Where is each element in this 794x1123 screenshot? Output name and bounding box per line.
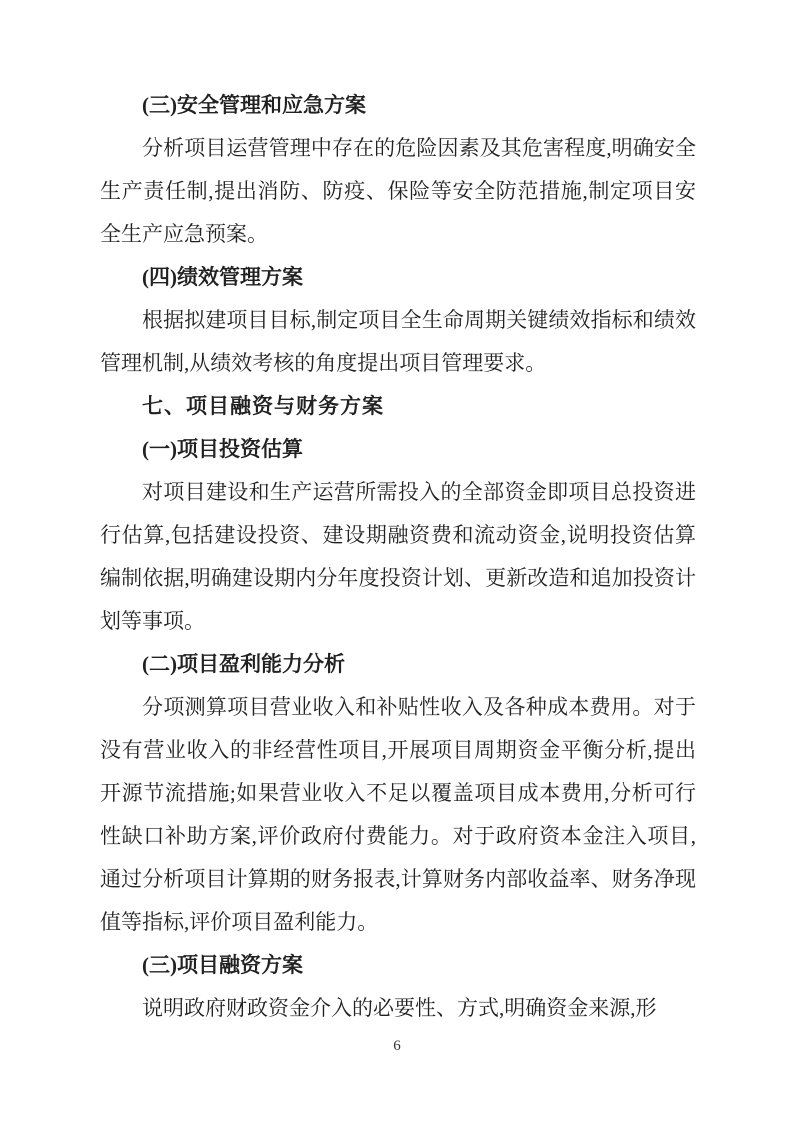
page-footer: [0, 1034, 794, 1058]
paragraph-project-financing-plan: 说明政府财政资金介入的必要性、方式,明确资金来源,形: [142, 996, 657, 1020]
section-heading-financing-and-financial-plan: 七、项目融资与财务方案: [142, 395, 384, 418]
page-number: 6: [393, 1038, 401, 1054]
subsection-heading-profitability-analysis: (二)项目盈利能力分析: [142, 652, 345, 676]
subsection-heading-investment-estimate: (一)项目投资估算: [142, 437, 303, 461]
paragraph-investment-estimate: 对项目建设和生产运营所需投入的全部资金即项目总投资进行估算,包括建设投资、建设期融资费和流动资金,说明投资估算编制依据,明确建设期内分年度投资计划、更新改造和追加投资计划等事项。: [100, 480, 696, 633]
paragraph-safety-and-emergency-plan: 分析项目运营管理中存在的危险因素及其危害程度,明确安全生产责任制,提出消防、防疫、保险等安全防范措施,制定项目安全生产应急预案。: [100, 136, 696, 246]
document-body: [100, 84, 696, 1030]
paragraph-profitability-analysis: 分项测算项目营业收入和补贴性收入及各种成本费用。对于没有营业收入的非经营性项目,开展项目周期资金平衡分析,提出开源节流措施;如果营业收入不足以覆盖项目成本费用,分析可行性缺口补助方案,评价政府付费能力。对于政府资本金注入项目,通过分析项目计算期的财务报表,计算财务内部收益率、财务净现值等指标,评价项目盈利能力。: [100, 695, 696, 934]
subsection-heading-safety-and-emergency-plan: (三)安全管理和应急方案: [142, 93, 366, 117]
subsection-heading-project-financing-plan: (三)项目融资方案: [142, 953, 303, 977]
paragraph-performance-management-plan: 根据拟建项目目标,制定项目全生命周期关键绩效指标和绩效管理机制,从绩效考核的角度提出项目管理要求。: [100, 308, 696, 375]
subsection-heading-performance-management-plan: (四)绩效管理方案: [142, 265, 303, 289]
